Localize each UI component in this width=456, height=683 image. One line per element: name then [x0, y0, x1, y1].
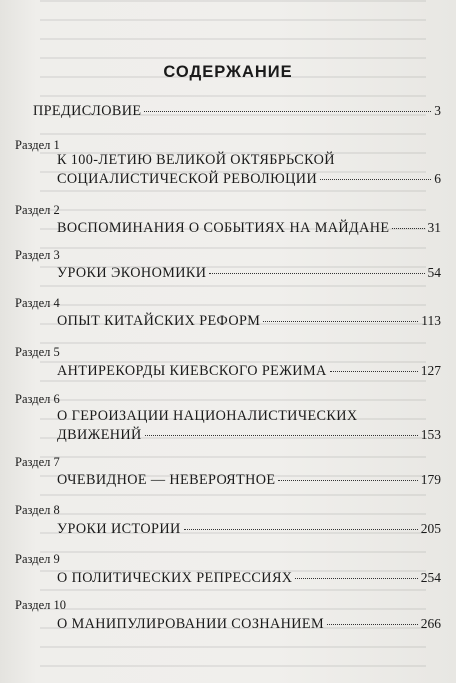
leader-dots [392, 228, 424, 229]
toc-line [57, 220, 441, 237]
leader-dots [263, 321, 418, 322]
toc-page-number: 153 [420, 427, 441, 442]
section-label: Раздел 2 [15, 203, 60, 217]
toc-line [57, 363, 441, 380]
section-label: Раздел 4 [15, 296, 60, 310]
section-label: Раздел 7 [15, 455, 60, 469]
toc-page-number: 266 [420, 616, 441, 631]
page-title: СОДЕРЖАНИЕ [163, 63, 293, 81]
toc-page-number: 127 [420, 363, 441, 378]
toc-page-number: 54 [427, 265, 441, 280]
toc-entry-title: УРОКИ ИСТОРИИ [57, 521, 181, 537]
toc-entry-title: О МАНИПУЛИРОВАНИИ СОЗНАНИЕМ [57, 616, 324, 632]
leader-dots [327, 624, 418, 625]
leader-dots [278, 480, 417, 481]
toc-entry-title-line1: К 100-ЛЕТИЮ ВЕЛИКОЙ ОКТЯБРЬСКОЙ [57, 152, 335, 168]
toc-entry-title-line2: СОЦИАЛИСТИЧЕСКОЙ РЕВОЛЮЦИИ [57, 171, 318, 187]
leader-dots [295, 578, 417, 579]
toc-line [57, 427, 441, 444]
leader-dots [144, 111, 431, 112]
toc-entry-title: УРОКИ ЭКОНОМИКИ [57, 265, 207, 281]
toc-entry-title: АНТИРЕКОРДЫ КИЕВСКОГО РЕЖИМА [57, 363, 327, 379]
leader-dots [145, 435, 418, 436]
toc-entry-label: ПРЕДИСЛОВИЕ [33, 103, 142, 119]
toc-entry-title: ВОСПОМИНАНИЯ О СОБЫТИЯХ НА МАЙДАНЕ [57, 220, 390, 236]
toc-entry-title-line1: О ГЕРОИЗАЦИИ НАЦИОНАЛИСТИЧЕСКИХ [57, 408, 358, 424]
toc-line [33, 103, 441, 120]
section-label: Раздел 10 [15, 598, 66, 612]
section-label: Раздел 5 [15, 345, 60, 359]
section-label: Раздел 8 [15, 503, 60, 517]
toc-entry-title: О ПОЛИТИЧЕСКИХ РЕПРЕССИЯХ [57, 570, 293, 586]
toc-page-number: 31 [427, 220, 441, 235]
leader-dots [330, 371, 418, 372]
section-label: Раздел 6 [15, 392, 60, 406]
section-label: Раздел 1 [15, 138, 60, 152]
toc-line [57, 616, 441, 633]
toc-page-number: 113 [421, 313, 441, 328]
toc-page-number: 254 [420, 570, 441, 585]
toc-entry-title: ОЧЕВИДНОЕ — НЕВЕРОЯТНОЕ [57, 472, 276, 488]
section-label: Раздел 3 [15, 248, 60, 262]
toc-line [57, 570, 441, 587]
toc-line [57, 265, 441, 282]
section-label: Раздел 9 [15, 552, 60, 566]
toc-entry-title: ОПЫТ КИТАЙСКИХ РЕФОРМ [57, 313, 261, 329]
toc-line [57, 171, 441, 188]
leader-dots [184, 529, 418, 530]
toc-page-number: 179 [420, 472, 441, 487]
toc-page-number: 3 [434, 103, 441, 118]
toc-line [57, 521, 441, 538]
toc-line [57, 472, 441, 489]
toc-line [57, 313, 441, 330]
toc-page-number: 6 [434, 171, 441, 186]
toc-page-number: 205 [420, 521, 441, 536]
leader-dots [320, 179, 431, 180]
toc-entry-title-line2: ДВИЖЕНИЙ [57, 427, 142, 443]
leader-dots [209, 273, 424, 274]
